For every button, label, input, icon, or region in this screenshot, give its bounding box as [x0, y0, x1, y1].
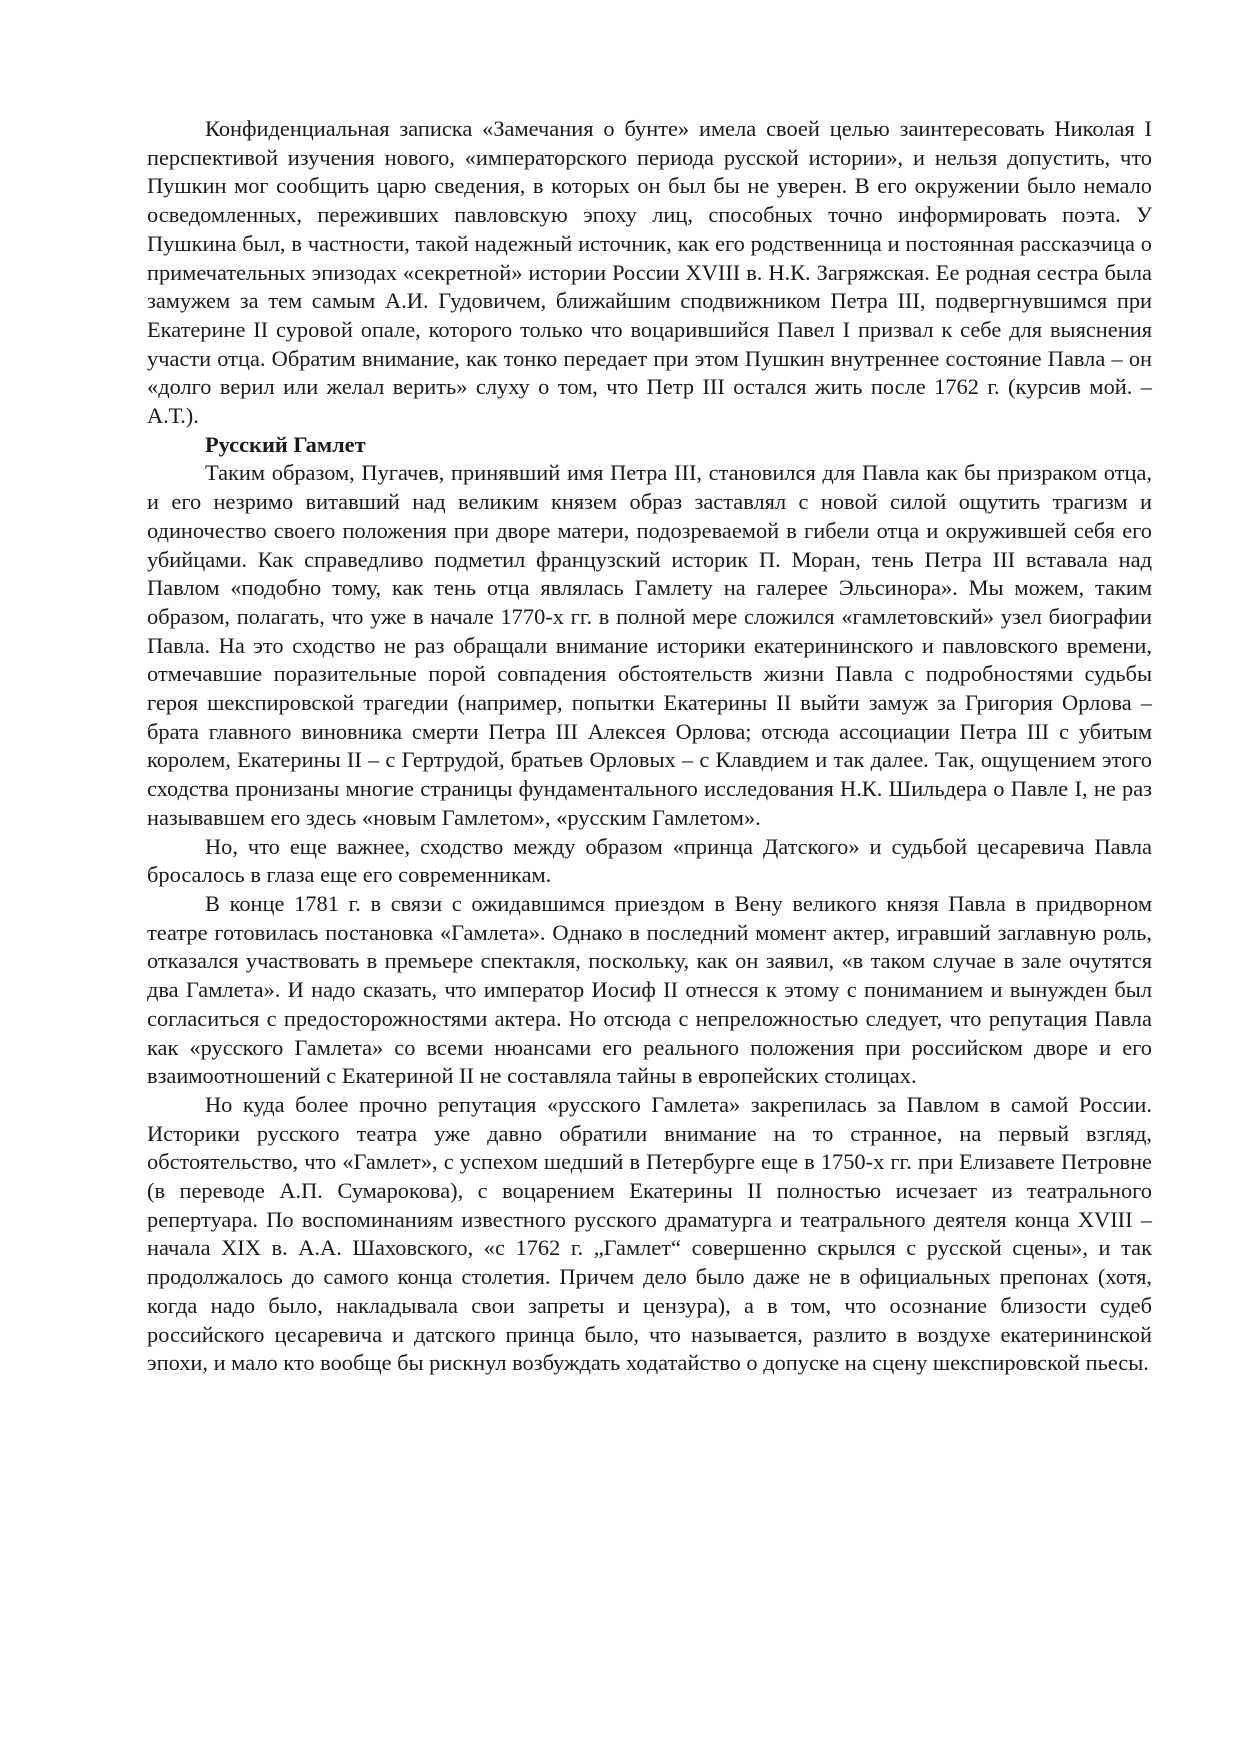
section-heading: Русский Гамлет [205, 431, 366, 457]
paragraph-3: В конце 1781 г. в связи с ожидавшимся приездом в Вену великого князя Павла в придворном театре готовилась постановка «Гамлета». Однако в последний момент актер, игравший заглавную роль, отказался участвовать в премьере спектакля, поскольку, как он заявил, «в таком случае в зале очутятся два Гамлета». И надо сказать, что император Иосиф II отнесся к этому с пониманием и вынужден был согласиться с предосторожностями актера. Но отсюда с непреложностью следует, что репутация Павла как «русского Гамлета» со всеми нюансами его реального положения при российском дворе и его взаимоотношений с Екатериной II не составляла тайны в европейских столицах. [147, 890, 1152, 1089]
paragraph-2: Но, что еще важнее, сходство между образом «принца Датского» и судьбой цесаревича Павла бросалось в глаза еще его современникам. [147, 833, 1152, 888]
paragraph-intro: Конфиденциальная записка «Замечания о бунте» имела своей целью заинтересовать Николая I перспективой изучения нового, «императорского периода русской истории», и нельзя допустить, что Пушкин мог сообщить царю сведения, в которых он был бы не уверен. В его окружении было немало осведомленных, переживших павловскую эпоху лиц, способных точно информировать поэта. У Пушкина был, в частности, такой надежный источник, как его родственница и постоянная рассказчица о примечательных эпизодах «секретной» истории России XVIII в. Н.К. Загряжская. Ее родная сестра была замужем за тем самым А.И. Гудовичем, ближайшим сподвижником Петра III, подвергнувшимся при Екатерине II суровой опале, которого только что воцарившийся Павел I призвал к себе для выяснения участи отца. Обратим внимание, как тонко передает при этом Пушкин внутреннее состояние Павла – он «долго верил или желал верить» слуху о том, что Петр III остался жить после 1762 г. (курсив мой. – А.Т.). [147, 116, 1152, 429]
paragraph-4: Но куда более прочно репутация «русского Гамлета» закрепилась за Павлом в самой России. Историки русского театра уже давно обратили внимание на то странное, на первый взгляд, обстоятельство, что «Гамлет», с успехом шедший в Петербурге еще в 1750-х гг. при Елизавете Петровне (в переводе А.П. Сумарокова), с воцарением Екатерины II полностью исчезает из театрального репертуара. По воспоминаниям известного русского драматурга и театрального деятеля конца XVIII – начала XIX в. А.А. Шаховского, «с 1762 г. „Гамлет“ совершенно скрылся с русской сцены», и так продолжалось до самого конца столетия. Причем дело было даже не в официальных препонах (хотя, когда надо было, накладывала свои запреты и цензура), а в том, что осознание близости судеб российского цесаревича и датского принца было, что называется, разлито в воздухе екатерининской эпохи, и мало кто вообще бы рискнул возбуждать ходатайство о допуске на сцену шекспировской пьесы. [147, 1091, 1152, 1376]
paragraph-1: Таким образом, Пугачев, принявший имя Петра III, становился для Павла как бы призраком отца, и его незримо витавший над великим князем образ заставлял с новой силой ощутить трагизм и одиночество своего положения при дворе матери, подозреваемой в гибели отца и окружившей себя его убийцами. Как справедливо подметил французский историк П. Моран, тень Петра III вставала над Павлом «подобно тому, как тень отца являлась Гамлету на галерее Эльсинора». Мы можем, таким образом, полагать, что уже в начале 1770-х гг. в полной мере сложился «гамлетовский» узел биографии Павла. На это сходство не раз обращали внимание историки екатерининского и павловского времени, отмечавшие поразительные порой совпадения обстоятельств жизни Павла с подробностями судьбы героя шекспировской трагедии (например, попытки Екатерины II выйти замуж за Григория Орлова – брата главного виновника смерти Петра III Алексея Орлова; отсюда ассоциации Петра III с убитым королем, Екатерины II – с Гертрудой, братьев Орловых – с Клавдием и так далее. Так, ощущением этого сходства пронизаны многие страницы фундаментального исследования Н.К. Шильдера о Павле I, не раз называвшем его здесь «новым Гамлетом», «русским Гамлетом». [147, 460, 1152, 830]
document-page [147, 115, 1152, 1378]
